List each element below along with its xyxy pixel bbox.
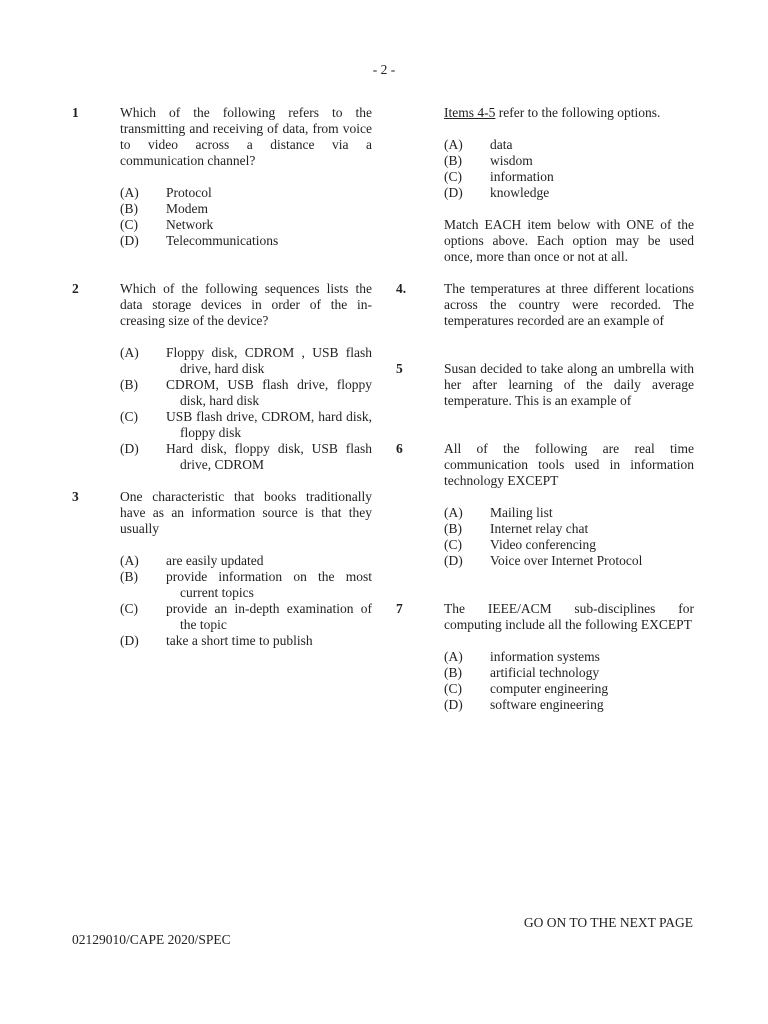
option-text: Protocol (166, 185, 212, 200)
option-b[interactable] (444, 665, 694, 681)
question-text: The temperatures at three different locations across the country were recorded. The temperatures recorded are an example of (444, 281, 694, 328)
question-text: Which of the following sequences lists the data storage devices in order of the in-creasing size of the device? (120, 281, 372, 328)
option-label: (C) (444, 681, 462, 696)
question-5 (396, 361, 694, 409)
option-label: (B) (444, 521, 462, 536)
option-text: computer engineering (490, 681, 609, 696)
items-range: Items 4-5 (444, 105, 496, 120)
option-b[interactable] (444, 521, 694, 537)
option-d[interactable] (444, 553, 694, 569)
option-list (120, 553, 372, 649)
option-a[interactable] (444, 505, 694, 521)
items-intro (396, 105, 694, 265)
option-list (444, 505, 694, 569)
option-text: provide an in-depth examination of the topic (166, 601, 372, 632)
option-text: information systems (490, 649, 600, 664)
option-label: (A) (120, 345, 139, 360)
option-text: information (490, 169, 554, 184)
option-text: artificial technology (490, 665, 600, 680)
question-2 (72, 281, 372, 473)
question-number: 6 (396, 441, 403, 456)
option-label: (C) (444, 537, 462, 552)
option-list (120, 185, 372, 249)
option-text: Floppy disk, CDROM , USB flash drive, hard disk (166, 345, 372, 376)
option-label: (C) (444, 169, 462, 184)
option-c[interactable] (444, 537, 694, 553)
option-a[interactable] (444, 649, 694, 665)
option-c[interactable] (120, 409, 372, 441)
left-column (72, 105, 372, 649)
option-c[interactable] (444, 681, 694, 697)
option-text: Internet relay chat (490, 521, 589, 536)
option-label: (A) (120, 553, 139, 568)
option-text: Video conferencing (490, 537, 597, 552)
question-4 (396, 281, 694, 329)
option-a[interactable] (120, 553, 372, 569)
option-d[interactable] (120, 633, 372, 649)
option-text: take a short time to publish (166, 633, 313, 648)
paper-code: 02129010/CAPE 2020/SPEC (72, 932, 231, 947)
option-d[interactable] (120, 233, 372, 249)
option-label: (D) (444, 553, 463, 568)
option-text: Voice over Internet Protocol (490, 553, 643, 568)
option-text: USB flash drive, CDROM, hard disk, floppy disk (166, 409, 372, 440)
option-a[interactable] (120, 185, 372, 201)
shared-option-c (444, 169, 694, 185)
question-number: 1 (72, 105, 79, 120)
option-text: knowledge (490, 185, 550, 200)
question-text: One characteristic that books traditionally have as an information source is that they usually (120, 489, 372, 536)
question-text: Which of the following refers to the transmitting and receiving of data, from voice to video across a distance via a communication channel? (120, 105, 372, 168)
question-text: The IEEE/ACM sub-disciplines for computing include all the following EXCEPT (444, 601, 694, 632)
option-label: (D) (444, 185, 463, 200)
items-intro-heading (444, 105, 694, 121)
option-text: CDROM, USB flash drive, floppy disk, hard disk (166, 377, 372, 408)
option-b[interactable] (120, 569, 372, 601)
option-label: (D) (120, 233, 139, 248)
option-text: Mailing list (490, 505, 553, 520)
option-list (120, 345, 372, 473)
shared-option-list (444, 137, 694, 201)
option-label: (B) (444, 153, 462, 168)
option-label: (B) (120, 377, 138, 392)
option-b[interactable] (120, 377, 372, 409)
option-label: (C) (120, 601, 138, 616)
option-text: Modem (166, 201, 208, 216)
option-label: (B) (444, 665, 462, 680)
option-label: (D) (120, 633, 139, 648)
question-number: 3 (72, 489, 79, 504)
question-number: 2 (72, 281, 79, 296)
question-6 (396, 441, 694, 569)
option-c[interactable] (120, 217, 372, 233)
question-1 (72, 105, 372, 249)
question-number: 4. (396, 281, 407, 296)
option-text: Hard disk, floppy disk, USB flash drive, CDROM (166, 441, 372, 472)
option-text: software engineering (490, 697, 604, 712)
question-7 (396, 601, 694, 713)
question-3 (72, 489, 372, 649)
next-page-notice: GO ON TO THE NEXT PAGE (523, 915, 693, 930)
option-text: are easily updated (166, 553, 264, 568)
page-number: - 2 - (372, 62, 396, 77)
option-label: (B) (120, 201, 138, 216)
option-label: (A) (444, 505, 463, 520)
shared-option-d (444, 185, 694, 201)
option-d[interactable] (444, 697, 694, 713)
option-list (444, 649, 694, 713)
option-d[interactable] (120, 441, 372, 473)
option-text: wisdom (490, 153, 533, 168)
option-label: (D) (120, 441, 139, 456)
shared-option-a (444, 137, 694, 153)
option-label: (D) (444, 697, 463, 712)
option-b[interactable] (120, 201, 372, 217)
option-text: Network (166, 217, 214, 232)
option-label: (A) (444, 137, 463, 152)
option-label: (C) (120, 409, 138, 424)
option-label: (B) (120, 569, 138, 584)
option-c[interactable] (120, 601, 372, 633)
option-text: provide information on the most current topics (166, 569, 372, 600)
question-number: 5 (396, 361, 403, 376)
option-a[interactable] (120, 345, 372, 377)
question-number: 7 (396, 601, 403, 616)
option-label: (A) (120, 185, 139, 200)
question-text: Susan decided to take along an umbrella with her after learning of the daily average temperature. This is an example of (444, 361, 694, 408)
match-instruction: Match EACH item below with ONE of the options above. Each option may be used once, more than once or not at all. (444, 217, 694, 264)
option-label: (C) (120, 217, 138, 232)
question-text: All of the following are real time communication tools used in information technology EXCEPT (444, 441, 694, 488)
option-label: (A) (444, 649, 463, 664)
right-column (396, 105, 694, 713)
option-text: data (490, 137, 513, 152)
option-text: Telecommunications (166, 233, 279, 248)
shared-option-b (444, 153, 694, 169)
items-intro-text: refer to the following options. (495, 105, 661, 120)
